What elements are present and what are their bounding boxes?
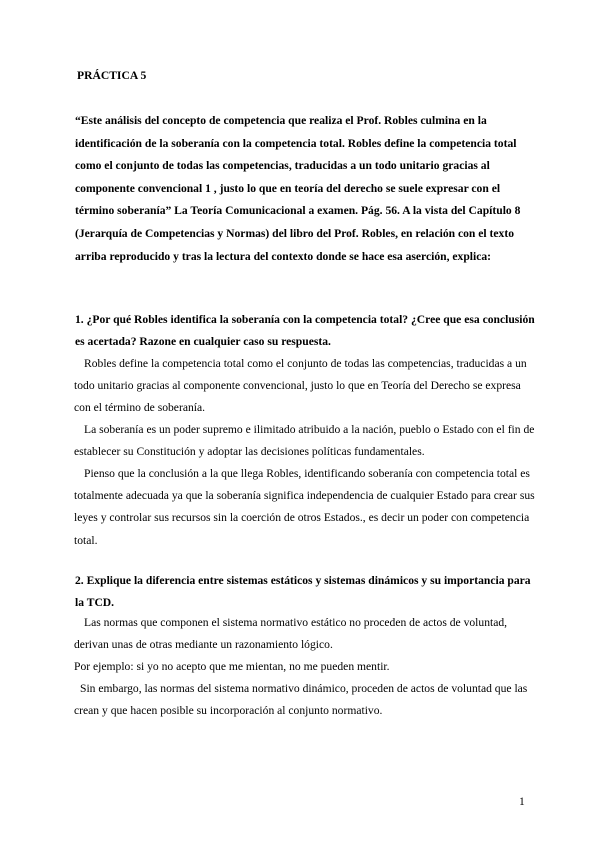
intro-paragraph: “Este análisis del concepto de competencia que realiza el Prof. Robles culmina en la identificación de la soberanía con la competencia total. Robles define la competencia total como el conjunto de todas las competencias, traducidas a un todo unitario gracias al componente convencional 1 , justo lo que en teoría del derecho se suele expresar con el término soberanía” La Teoría Comunicacional a examen. Pág. 56. A la vista del Capítulo 8 (Jerarquía de Competencias y Normas) del libro del Prof. Robles, en relación con el texto arriba reproducido y tras la lectura del contexto donde se hace esa aserción, explica: [75,114,521,263]
answer-2-paragraph-1 [74,612,536,656]
answer-2-paragraph-1-text: Las normas que componen el sistema normativo estático no proceden de actos de voluntad, derivan unas de otras mediante un razonamiento lógico. [74,616,508,652]
answer-2-paragraph-3-text: Sin embargo, las normas del sistema normativo dinámico, proceden de actos de voluntad que las crean y que hacen posible su incorporación al conjunto normativo. [74,682,528,718]
answer-1-paragraph-3 [74,463,536,552]
answer-1-paragraph-2 [74,419,536,463]
page-number: 1 [519,795,525,808]
answer-1-paragraph-1 [74,353,536,420]
document-title: PRÁCTICA 5 [77,69,147,82]
answer-2-paragraph-2: Por ejemplo: si yo no acepto que me mientan, no me pueden mentir. [74,660,390,673]
answer-1-paragraph-2-text: La soberanía es un poder supremo e ilimitado atribuido a la nación, pueblo o Estado con el fin de establecer su Constitución y adoptar las decisiones políticas fundamentales. [74,423,535,459]
answer-1-paragraph-1-text: Robles define la competencia total como el conjunto de todas las competencias, traducidas a un todo unitario gracias al componente convencional, justo lo que en Teoría del Derecho se expresa con el término de soberanía. [74,357,527,415]
question-1-heading: 1. ¿Por qué Robles identifica la soberanía con la competencia total? ¿Cree que esa conclusión es acertada? Razone en cualquier caso su respuesta. [75,313,535,349]
answer-2-paragraph-3 [74,678,536,722]
question-2-heading: 2. Explique la diferencia entre sistemas estáticos y sistemas dinámicos y su importancia para la TCD. [75,574,531,610]
answer-1-paragraph-3-text: Pienso que la conclusión a la que llega Robles, identificando soberanía con competencia total es totalmente adecuada ya que la soberanía significa independencia de cualquier Estado para crear sus leyes y controlar sus recursos sin la coerción de otros Estados., es decir un poder con competencia total. [74,467,535,547]
